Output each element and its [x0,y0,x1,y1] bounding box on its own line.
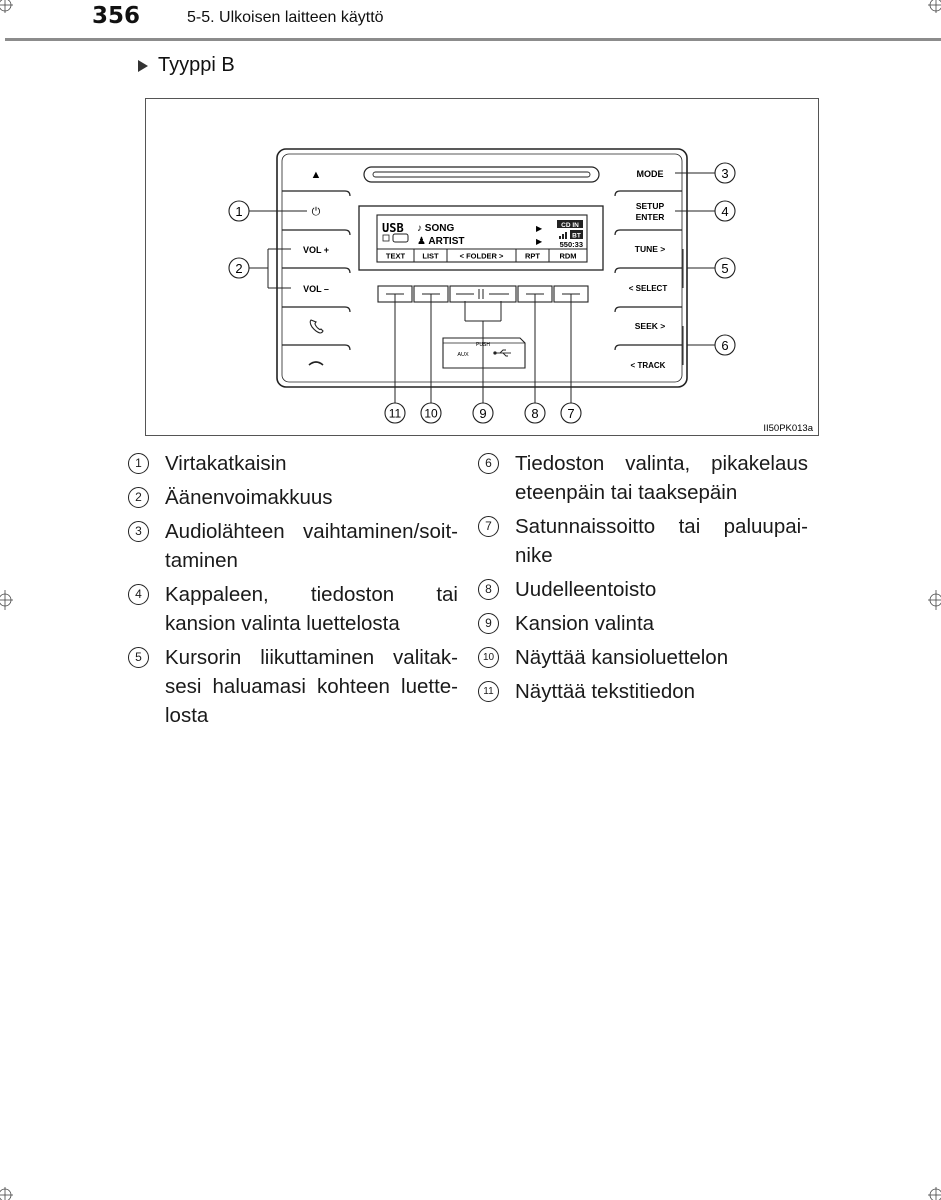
callout-number-8: 8 [531,406,539,421]
callout-number-6: 6 [721,338,729,353]
setup-enter-button-line2[interactable]: ENTER [635,212,665,222]
figure-frame [145,98,819,436]
legend-item [478,677,808,706]
callout-number-7: 7 [567,406,575,421]
legend-item [128,483,458,512]
legend-text: Kursorin liikuttaminen valitak-sesi haluamasi kohteen luette-losta [165,646,458,727]
seek-button[interactable]: SEEK > [634,321,666,331]
legend-item [478,643,808,672]
display-song: ♪ SONG [417,223,455,234]
display-clock: 550:33 [559,240,583,249]
callout-number-2: 2 [235,261,243,276]
cd-in-label: CD IN [561,222,579,229]
radio-diagram [146,99,818,435]
legend-number: 7 [478,516,499,537]
legend-item [478,575,808,604]
legend-number: 2 [128,487,149,508]
legend-text: Äänenvoimakkuus [165,486,333,509]
legend-number: 11 [478,681,499,702]
legend-text: Kansion valinta [515,612,655,635]
display-artist: ♟ ARTIST [417,236,465,247]
softkey-list: LIST [422,251,439,261]
callout-number-10: 10 [424,406,438,421]
legend-text: Audiolähteen vaihtaminen/soit-taminen [165,520,458,572]
eject-button[interactable]: ▲ [310,169,322,181]
triangle-bullet-icon [138,60,148,72]
callout-number-4: 4 [721,204,729,219]
cd-slot-opening [373,172,590,177]
setup-enter-button-line1[interactable]: SETUP [635,201,665,211]
softkey-folder: < FOLDER > [459,251,504,261]
legend-number: 3 [128,521,149,542]
port-aux-label: AUX [457,352,469,358]
subheading-label: Tyyppi B [158,54,235,76]
port-push-label: PUSH [476,342,490,348]
legend-number: 10 [478,647,499,668]
legend-text: Kappaleen, tiedoston tai kansion valinta luettelosta [165,583,458,635]
legend-column-right [478,449,808,711]
legend-number: 4 [128,584,149,605]
vol-down-button[interactable]: VOL – [303,284,329,294]
callout-number-11: 11 [388,406,402,421]
callout-number-9: 9 [479,406,487,421]
legend-text: Uudelleentoisto [515,578,657,601]
legend-item [128,580,458,638]
figure-code: II50PK013a [763,423,813,434]
display-source: USB [382,221,404,235]
legend-number: 6 [478,453,499,474]
legend-item [128,643,458,730]
legend-item [478,449,808,507]
callout-number-1: 1 [235,204,243,219]
play-arrow-icon: ▶ [536,224,543,233]
legend-text: Näyttää kansioluettelon [515,646,729,669]
subheading [138,54,235,77]
softkey-rpt: RPT [525,251,540,261]
bt-label: BT [572,232,581,240]
tune-button[interactable]: TUNE > [634,244,666,254]
legend-item [478,512,808,570]
legend-item [128,449,458,478]
legend-number: 1 [128,453,149,474]
track-button[interactable]: < TRACK [630,361,666,370]
legend-item [128,517,458,575]
vol-up-button[interactable]: VOL + [302,245,330,255]
legend-column-left [128,449,458,735]
softkey-rdm: RDM [559,251,577,261]
legend-item [478,609,808,638]
legend-number: 9 [478,613,499,634]
play-arrow-icon-2: ▶ [536,237,543,246]
callout-number-3: 3 [721,166,729,181]
legend-text: Satunnaissoitto tai paluupai-nike [515,515,808,567]
callout-number-5: 5 [721,261,729,276]
select-button[interactable]: < SELECT [628,284,668,293]
page-number: 356 [92,3,141,29]
mode-button[interactable]: MODE [636,169,664,179]
legend-text: Tiedoston valinta, pikakelaus eteenpäin tai taaksepäin [515,452,808,504]
header-divider [5,38,941,41]
legend-text: Näyttää tekstitiedon [515,680,696,703]
legend-number: 8 [478,579,499,600]
softkey-text: TEXT [385,251,406,261]
legend-number: 5 [128,647,149,668]
power-button[interactable]: ⏻ [311,206,321,218]
section-title: 5-5. Ulkoisen laitteen käyttö [187,9,384,26]
softkey-buttons [378,286,588,302]
legend-text: Virtakatkaisin [165,452,287,475]
